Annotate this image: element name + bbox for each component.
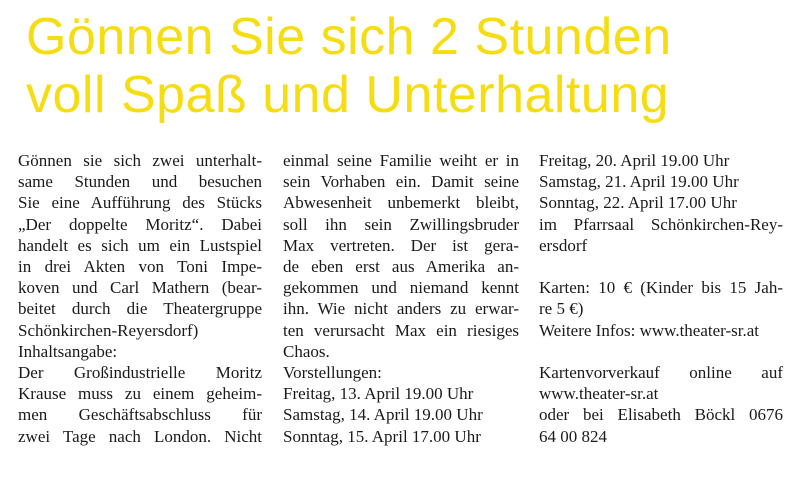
headline-line-1: Gönnen Sie sich 2 Stunden [26, 8, 672, 66]
section-label-vorstellungen: Vorstellungen: [283, 363, 382, 383]
body-text-line: beitet durch die Theatergruppe [18, 299, 262, 319]
body-text-line: Max vertreten. Der ist gera- [283, 235, 519, 255]
body-text-line: de eben erst aus Amerika an- [283, 257, 519, 277]
venue-text: ersdorf [539, 235, 588, 255]
performance-date: Samstag, 14. April 19.00 Uhr [283, 405, 483, 425]
body-text-line: ihn. Wie nicht anders zu erwar- [283, 299, 519, 319]
body-text-line: einmal seine Familie weiht er in [283, 151, 519, 170]
text-column-1 [18, 150, 262, 447]
presale-text: Kartenvorverkauf online auf [539, 363, 783, 382]
ticket-price-text: Karten: 10 € (Kinder bis 15 Jah- [539, 278, 783, 298]
headline-line-2: voll Spaß und Unterhaltung [26, 66, 670, 124]
paragraph-gap [539, 341, 783, 362]
body-text-line: „Der doppelte Moritz“. Dabei [18, 214, 262, 234]
performance-date: Sonntag, 15. April 17.00 Uhr [283, 426, 481, 446]
section-label-inhaltsangabe: Inhaltsangabe: [18, 341, 118, 361]
body-text-line: Gönnen sie sich zwei unterhalt- [18, 151, 262, 170]
performance-date: Freitag, 20. April 19.00 Uhr [539, 151, 730, 170]
text-column-3 [539, 150, 783, 447]
more-info-text: Weitere Infos: www.theater-sr.at [539, 320, 759, 340]
body-text-line: gekommen und niemand kennt [283, 278, 519, 298]
body-text-line: sein Vorhaben ein. Damit seine [283, 172, 519, 192]
body-text-line: handelt es sich um ein Lustspiel [18, 235, 262, 255]
ticket-price-text: re 5 €) [539, 299, 584, 319]
body-text-line: same Stunden und besuchen [18, 172, 262, 192]
body-text-line: Chaos. [283, 341, 330, 361]
body-text-line: in drei Akten von Toni Impe- [18, 257, 262, 277]
body-text-line: zwei Tage nach London. Nicht [18, 426, 262, 446]
presale-contact: oder bei Elisabeth Böckl 0676 [539, 405, 783, 425]
venue-text: im Pfarrsaal Schönkirchen-Rey- [539, 214, 783, 234]
performance-date: Samstag, 21. April 19.00 Uhr [539, 172, 739, 192]
body-text-line: koven und Carl Mathern (bear- [18, 278, 262, 298]
paragraph-gap [539, 256, 783, 277]
body-text-line: Schönkirchen-Reyersdorf) [18, 320, 199, 340]
body-text-line: Krause muss zu einem geheim- [18, 384, 262, 404]
body-text-line: men Geschäftsabschluss für [18, 405, 262, 425]
body-text-line: ten verursacht Max ein riesiges [283, 320, 519, 340]
performance-date: Freitag, 13. April 19.00 Uhr [283, 384, 474, 404]
performance-date: Sonntag, 22. April 17.00 Uhr [539, 193, 737, 213]
text-column-2 [283, 150, 519, 447]
headline [26, 8, 672, 124]
body-text-line: soll ihn sein Zwillingsbruder [283, 214, 519, 234]
presale-phone: 64 00 824 [539, 426, 607, 446]
body-text-line: Der Großindustrielle Moritz [18, 363, 262, 383]
body-text-line: Abwesenheit unbemerkt bleibt, [283, 193, 519, 213]
body-text-line: Sie eine Aufführung des Stücks [18, 193, 262, 213]
presale-url: www.theater-sr.at [539, 384, 659, 404]
